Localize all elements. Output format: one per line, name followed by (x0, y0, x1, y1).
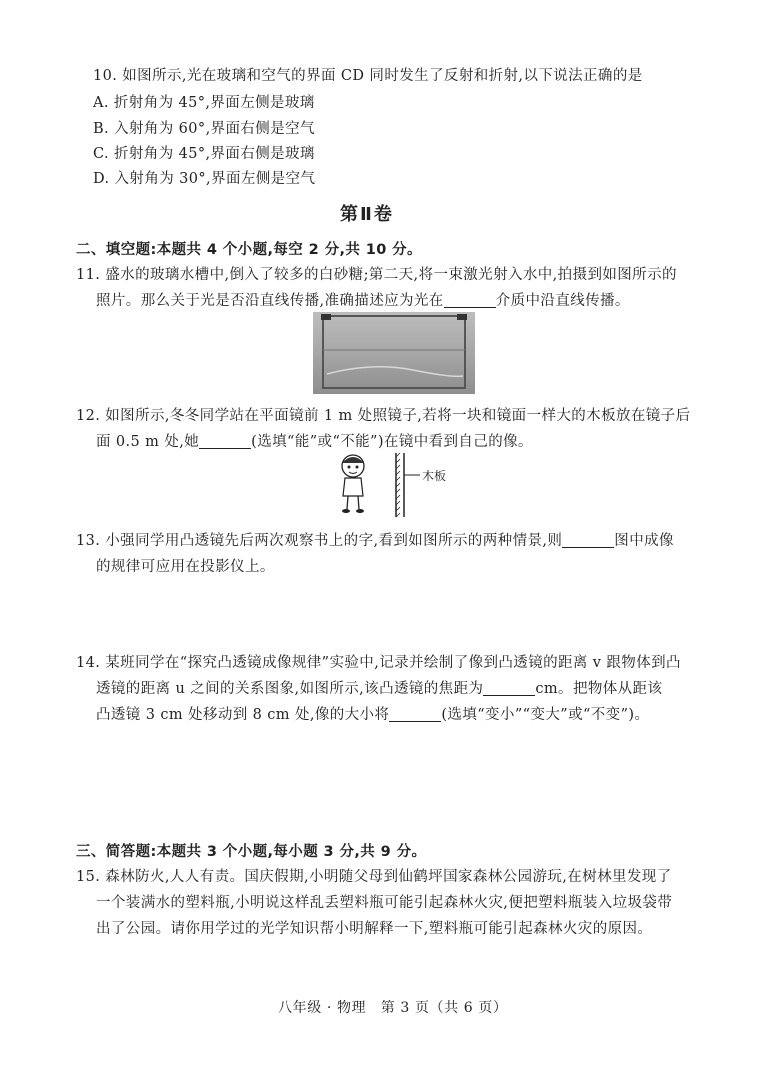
q14-blank-1[interactable] (483, 681, 535, 697)
board-label: 木板 (422, 469, 447, 483)
q15-line3: 出了公园。请你用学过的光学知识帮小明解释一下,塑料瓶可能引起森林火灾的原因。 (96, 921, 653, 937)
q10-stem: 10. 如图所示,光在玻璃和空气的界面 CD 同时发生了反射和折射,以下说法正确的是 (93, 68, 643, 84)
q14-blank-2[interactable] (389, 707, 441, 723)
water-tank-photo (313, 312, 475, 394)
q13-text-a: 13. 小强同学用凸透镜先后两次观察书上的字,看到如图所示的两种情景,则 (76, 533, 563, 549)
q14-line1: 14. 某班同学在“探究凸透镜成像规律”实验中,记录并绘制了像到凸透镜的距离 v 跟物体到凸 (76, 655, 681, 671)
q12-line2 (96, 430, 533, 451)
q15-line1: 15. 森林防火,人人有责。国庆假期,小明随父母到仙鹤坪国家森林公园游玩,在树林里发现了 (76, 869, 672, 885)
q10-option-a: A. 折射角为 45°,界面左侧是玻璃 (93, 95, 315, 111)
q13-line1 (76, 529, 674, 550)
q11-line2 (96, 289, 630, 310)
q10-option-d: D. 入射角为 30°,界面左侧是空气 (93, 171, 316, 187)
mirror-figure (336, 451, 456, 521)
q12-blank[interactable] (199, 434, 251, 450)
q12-line1: 12. 如图所示,冬冬同学站在平面镜前 1 m 处照镜子,若将一块和镜面一样大的木板放在镜子后 (76, 408, 691, 424)
q11-text-a: 照片。那么关于光是否沿直线传播,准确描述应为光在 (96, 293, 444, 309)
q11-blank[interactable] (444, 293, 496, 309)
q12-text-b: (选填“能”或“不能”)在镜中看到自己的像。 (251, 434, 533, 450)
q11-text-b: 介质中沿直线传播。 (495, 293, 630, 309)
q12-text-a: 面 0.5 m 处,她 (96, 434, 200, 450)
q14-line2 (96, 677, 662, 698)
q13-text-b: 图中成像 (614, 533, 674, 549)
q15-line2: 一个装满水的塑料瓶,小明说这样乱丢塑料瓶可能引起森林火灾,便把塑料瓶装入垃圾袋带 (96, 895, 673, 911)
q13-line2: 的规律可应用在投影仪上。 (96, 559, 275, 575)
q14-text-d: (选填“变小”“变大”或“不变”)。 (441, 707, 650, 723)
q10-option-b: B. 入射角为 60°,界面右侧是空气 (93, 121, 315, 137)
page-footer: 八年级 · 物理 第 3 页（共 6 页） (278, 1000, 508, 1016)
q13-blank[interactable] (562, 533, 614, 549)
q14-text-c: 凸透镜 3 cm 处移动到 8 cm 处,像的大小将 (96, 707, 390, 723)
section-2-header: 二、填空题:本题共 4 个小题,每空 2 分,共 10 分。 (76, 242, 422, 258)
q10-option-c: C. 折射角为 45°,界面右侧是玻璃 (93, 146, 315, 162)
part-title: 第Ⅱ卷 (340, 204, 394, 225)
q14-line3 (96, 703, 649, 724)
q11-line1: 11. 盛水的玻璃水槽中,倒入了较多的白砂糖;第二天,将一束激光射入水中,拍摄到如图所示的 (76, 267, 677, 283)
section-3-header: 三、简答题:本题共 3 个小题,每小题 3 分,共 9 分。 (76, 844, 427, 860)
q14-text-b: cm。把物体从距该 (535, 681, 663, 697)
q14-text-a: 透镜的距离 u 之间的关系图象,如图所示,该凸透镜的焦距为 (96, 681, 484, 697)
